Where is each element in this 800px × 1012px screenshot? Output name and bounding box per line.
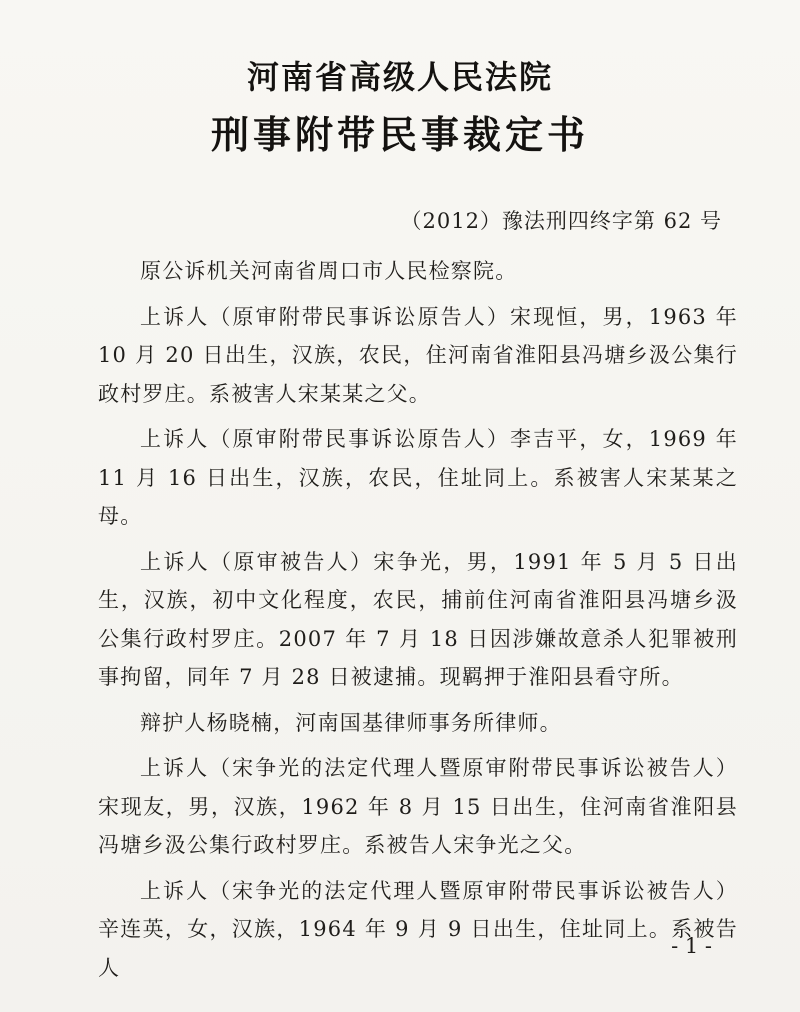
paragraph-appellant-song-xianheng: 上诉人（原审附带民事诉讼原告人）宋现恒，男，1963 年 10 月 20 日出生，汉族，农民，住河南省淮阳县冯塘乡汲公集行政村罗庄。系被害人宋某某之父。 — [98, 304, 738, 406]
paragraph-prosecutor: 原公诉机关河南省周口市人民检察院。 — [140, 259, 518, 283]
paragraph-appellant-li-jiping: 上诉人（原审附带民事诉讼原告人）李吉平，女，1969 年 11 月 16 日出生，汉族，农民，住址同上。系被害人宋某某之母。 — [98, 427, 738, 528]
document-title: 刑事附带民事裁定书 — [210, 112, 589, 157]
paragraph-appellant-song-zhengguang: 上诉人（原审被告人）宋争光，男，1991 年 5 月 5 日出生，汉族，初中文化程度，农民，捕前住河南省淮阳县冯塘乡汲公集行政村罗庄。2007 年 7 月 18 日因涉嫌故意杀人犯罪被刑事拘留，同年 7 月 28 日被逮捕。现羁押于淮阳县看守所。 — [98, 549, 738, 689]
case-number: （2012）豫法刑四终字第 62 号 — [400, 209, 722, 233]
paragraph-defense-counsel: 辩护人杨晓楠，河南国基律师事务所律师。 — [140, 710, 562, 735]
paragraph-appellant-xin-lianying: 上诉人（宋争光的法定代理人暨原审附带民事诉讼被告人）辛连英，女，汉族，1964 年 9 月 9 日出生，住址同上。系被告人 — [98, 878, 738, 980]
paragraph-appellant-song-xianyou: 上诉人（宋争光的法定代理人暨原审附带民事诉讼被告人）宋现友，男，汉族，1962 年 8 月 15 日出生，住河南省淮阳县冯塘乡汲公集行政村罗庄。系被告人宋争光之父。 — [98, 756, 738, 857]
page-number: - 1 - — [671, 934, 712, 958]
document-body — [98, 252, 738, 994]
court-name: 河南省高级人民法院 — [246, 58, 553, 96]
